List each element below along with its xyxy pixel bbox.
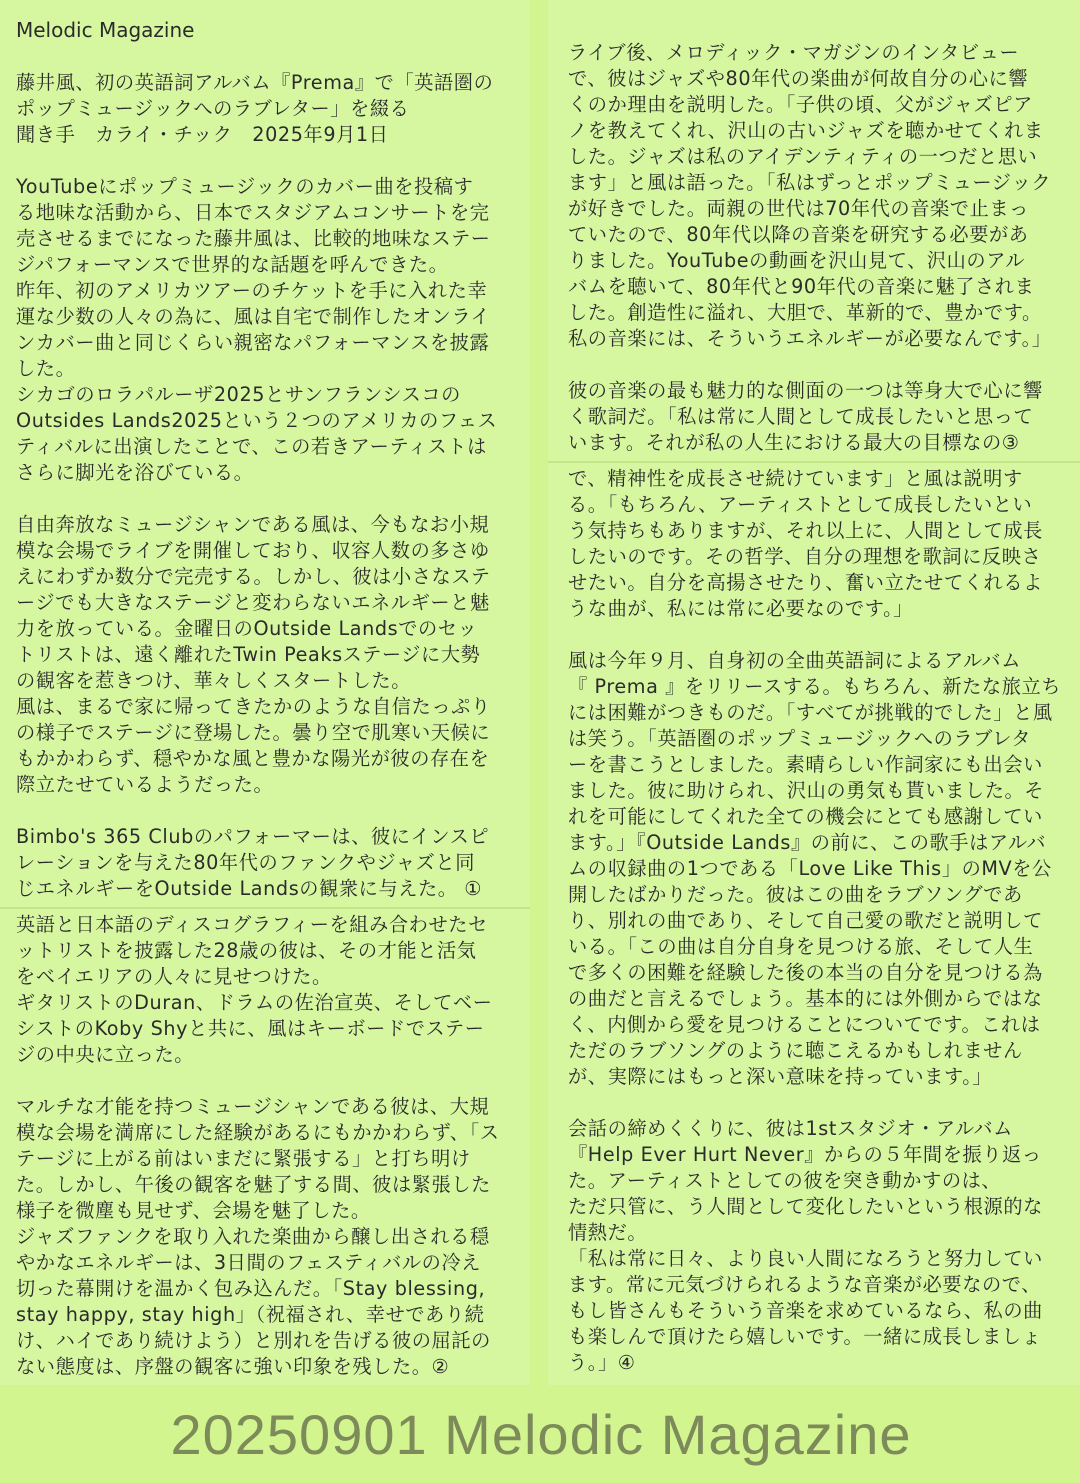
article-paragraph: ライブ後、メロディック・マガジンのインタビュー で、彼はジャズや80年代の楽曲が何故自分の心に響 くのか理由を説明した。「子供の頃、父がジャズピア ノを教えてくれ、沢山の古いジャズを聴かせてくれま した。ジャズは私のアイデンティティの一つだと思い ます」と風は語った。「私はずっとポップミュージック が好きでした。両親の世代は70年代の音楽で止まっ ていたので、80年代以降の音楽を研究する必要があ りました。YouTubeの動画を沢山見て、沢山のアル バムを聴いて、80年代と90年代の音楽に魅了されま した。創造性に溢れ、大胆で、革新的で、豊かです。 私の音楽には、そういうエネルギーが必要なんです。」 xyxy=(568,41,1052,350)
section-divider xyxy=(548,461,1080,463)
article-paragraph: 自由奔放なミュージシャンである風は、今もなお小規 模な会場でライブを開催しており、収容人数の多さゆ えにわずか数分で完売する。しかし、彼は小さなステ ージでも大きなステージと変わらないエネルギーと魅 力を放っている。金曜日のOutside Landsでのセッ トリストは、遠く離れたTwin Peaksステージに大勢 の観客を惹きつけ、華々しくスタートした。 風は、まるで家に帰ってきたかのような自信たっぷり の様子でステージに登場した。曇り空で肌寒い天候に もかかわらず、穏やかな風と豊かな陽光が彼の存在を 際立たせているようだった。 xyxy=(16,513,491,796)
footer xyxy=(0,1385,1080,1483)
article-paragraph: 風は今年９月、自身初の全曲英語詞によるアルバム 『 Prema 』をリリースする。もちろん、新たな旅立ち には困難がつきものだ。「すべてが挑戦的でした」と風 は笑う。「英語圏のポップミュージックへのラブレタ ーを書こうとしました。素晴らしい作詞家にも出会い ました。彼に助けられ、沢山の勇気も貰いました。そ れを可能にしてくれた全ての機会にとても感謝してい ます。」『Outside Lands』の前に、この歌手はアルバ ムの収録曲の1つである「Love Like This」のMVを公 開したばかりだった。彼はこの曲をラブソングであ り、別れの曲であり、そして自己愛の歌だと説明して いる。「この曲は自分自身を見つける旅、そして人生 で多くの困難を経験した後の本当の自分を見つける為 の曲だと言えるでしょう。基本的には外側からではな く、内側から愛を見つけることについてです。これは ただのラブソングのように聴こえるかもしれません が、実際にはもっと深い意味を持っています。」 xyxy=(568,649,1062,1088)
right-column xyxy=(548,0,1080,1385)
article-paragraph: で、精神性を成長させ続けています」と風は説明す る。「もちろん、アーティストとして成長したいとい う気持ちもありますが、それ以上に、人間として成長 したいのです。その哲学、自分の理想を歌詞に反映さ せたい。自分を高揚させたり、奮い立たせてくれるよ うな曲が、私には常に必要なのです。」 xyxy=(568,467,1043,620)
article-paragraph: 彼の音楽の最も魅力的な側面の一つは等身大で心に響 く歌詞だ。「私は常に人間として成長したいと思って います。それが私の人生における最大の目標なの③ xyxy=(568,379,1043,454)
footer-caption: 20250901 Melodic Magazine xyxy=(170,1402,912,1466)
headline: 藤井風、初の英語詞アルバム『Prema』で「英語圏の ポップミュージックへのラブレター」を綴る 聞き手 カライ・チック 2025年9月1日 xyxy=(16,71,494,146)
article-paragraph: 英語と日本語のディスコグラフィーを組み合わせたセ ットリストを披露した28歳の彼は、その才能と活気 をベイエリアの人々に見せつけた。 ギタリストのDuran、ドラムの佐治宣英、そしてベー シストのKoby Shyと共に、風はキーボードでステー ジの中央に立った。 xyxy=(16,913,493,1066)
article-paragraph: マルチな才能を持つミュージシャンである彼は、大規 模な会場を満席にした経験があるにもかかわらず、「ス テージに上がる前はいまだに緊張する」と打ち明け た。しかし、午後の観客を魅了する間、彼は緊張した 様子を微塵も見せず、会場を魅了した。 ジャズファンクを取り入れた楽曲から醸し出される穏 やかなエネルギーは、3日間のフェスティバルの冷え 切った幕開けを温かく包み込んだ。「Stay blessing, stay happy, stay high」（祝福され、幸せであり続 け、ハイであり続けよう）と別れを告げる彼の屈託の ない態度は、序盤の観客に強い印象を残した。② xyxy=(16,1095,500,1378)
article-paragraph: Bimbo's 365 Clubのパフォーマーは、彼にインスピ レーションを与えた80年代のファンクやジャズと同 じエネルギーをOutside Landsの観衆に与えた。 ① xyxy=(16,825,490,900)
left-column xyxy=(0,0,530,1385)
magazine-name: Melodic Magazine xyxy=(16,18,195,42)
article-paragraph: 会話の締めくくりに、彼は1stスタジオ・アルバム 『Help Ever Hurt Never』からの５年間を振り返っ た。アーティストとしての彼を突き動かすのは、 ただ只管に、う人間として変化したいという根源的な 情熱だ。 「私は常に日々、より良い人間になろうと努力してい ます。常に元気づけられるような音楽が必要なので、 もし皆さんもそういう音楽を求めているなら、私の曲 も楽しんで頂けたら嬉しいです。一緒に成長しましょ う。」④ xyxy=(568,1117,1043,1374)
section-divider xyxy=(0,907,530,909)
article-paragraph: YouTubeにポップミュージックのカバー曲を投稿す る地味な活動から、日本でスタジアムコンサートを完 売させるまでになった藤井風は、比較的地味なステー ジパフォーマンスで世界的な話題を呼んできた。 昨年、初のアメリカツアーのチケットを手に入れた幸 運な少数の人々の為に、風は自宅で制作したオンライ ンカバー曲と同じくらい親密なパフォーマンスを披露 した。 シカゴのロラパルーザ2025とサンフランシスコの Outsides Lands2025という２つのアメリカのフェス ティバルに出演したことで、この若きアーティストは さらに脚光を浴びている。 xyxy=(16,175,498,484)
